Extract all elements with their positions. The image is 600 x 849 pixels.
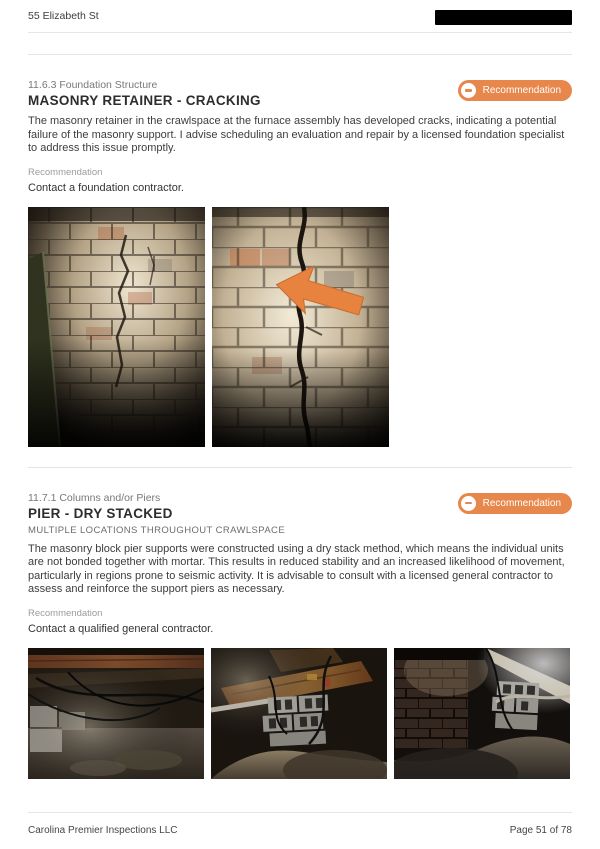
inspection-photo	[211, 648, 387, 779]
section-number-label: 11.6.3 Foundation Structure	[28, 79, 158, 91]
company-name: Carolina Premier Inspections LLC	[28, 825, 178, 836]
page-header	[28, 0, 572, 25]
section-foundation-structure	[28, 79, 572, 447]
redacted-client-name	[435, 10, 572, 25]
recommendation-label: Recommendation	[28, 607, 103, 619]
minus-circle-icon	[461, 496, 476, 511]
recommendation-label: Recommendation	[28, 166, 103, 178]
property-address: 55 Elizabeth St	[28, 10, 99, 22]
finding-photos	[28, 207, 572, 447]
section-number-label: 11.7.1 Columns and/or Piers	[28, 491, 161, 504]
section-divider	[28, 467, 572, 468]
inspection-photo	[212, 207, 389, 447]
finding-description: The masonry retainer in the crawlspace at the furnace assembly has developed cracks, indicating a potential failure of the masonry support. I advise scheduling an evaluation and repair by a licensed foundation specialist to address this issue promptly.	[28, 115, 565, 154]
section-location-subtitle: MULTIPLE LOCATIONS THROUGHOUT CRAWLSPACE	[28, 524, 286, 536]
inspection-photo	[394, 648, 570, 779]
page-footer	[28, 812, 572, 836]
section-columns-piers	[28, 492, 572, 779]
header-rule	[28, 32, 572, 33]
section-heading-block	[28, 492, 285, 536]
finding-description: The masonry block pier supports were constructed using a dry stack method, which means the individual units are not bonded together with mortar. This results in reduced stability and an increased likelihood of movement, particularly in regions prone to seismic activity. It is advisable to consult with a licensed general contractor to assess and reinforce the support piers as necessary.	[28, 542, 565, 595]
recommendation-badge	[458, 493, 572, 514]
inspection-photo	[28, 648, 204, 779]
section-top-rule	[28, 54, 572, 55]
badge-label: Recommendation	[482, 85, 561, 96]
recommendation-text: Contact a foundation contractor.	[28, 181, 184, 194]
finding-photos	[28, 648, 572, 779]
recommendation-badge	[458, 80, 572, 101]
minus-circle-icon	[461, 83, 476, 98]
inspection-photo	[28, 207, 205, 447]
section-title: PIER - DRY STACKED	[28, 505, 173, 521]
recommendation-text: Contact a qualified general contractor.	[28, 622, 214, 635]
section-heading-block	[28, 79, 261, 108]
section-title: MASONRY RETAINER - CRACKING	[28, 93, 261, 108]
page-number: Page 51 of 78	[509, 825, 572, 836]
badge-label: Recommendation	[482, 497, 561, 509]
